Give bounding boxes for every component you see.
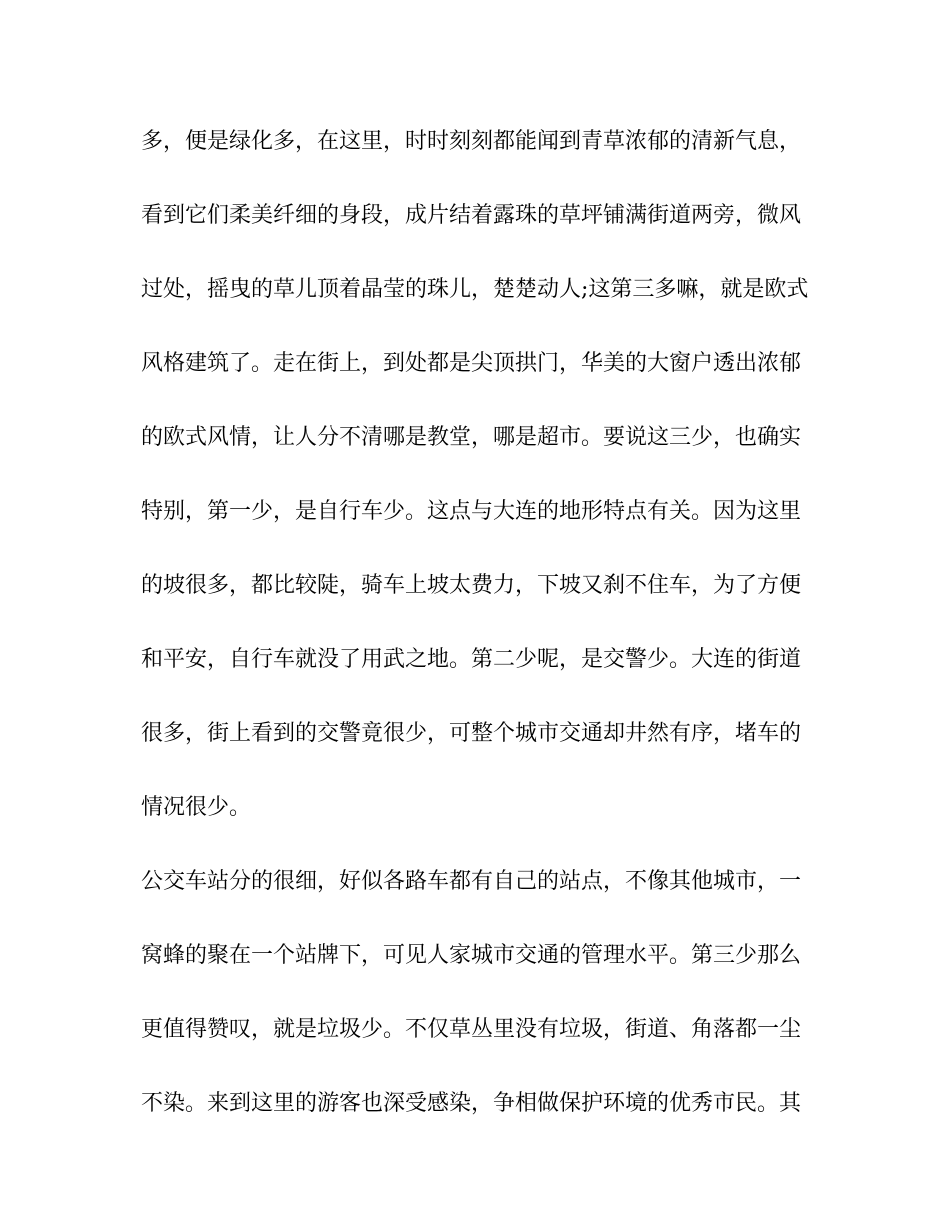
text-line: 的欧式风情，让人分不清哪是教堂，哪是超市。要说这三少，也确实 xyxy=(141,425,802,450)
body-text xyxy=(141,122,809,1158)
text-line: 的坡很多，都比较陡，骑车上坡太费力，下坡又刹不住车，为了方便 xyxy=(141,573,802,598)
text-line: 情况很少。 xyxy=(141,795,252,820)
text-line: 风格建筑了。走在街上，到处都是尖顶拱门，华美的大窗户透出浓郁 xyxy=(141,351,802,376)
text-line: 更值得赞叹，就是垃圾少。不仅草丛里没有垃圾，街道、角落都一尘 xyxy=(141,1017,802,1042)
text-line: 多，便是绿化多，在这里，时时刻刻都能闻到青草浓郁的清新气息， xyxy=(141,129,802,154)
text-line: 特别，第一少，是自行车少。这点与大连的地形特点有关。因为这里 xyxy=(141,499,802,524)
text-line: 公交车站分的很细，好似各路车都有自己的站点，不像其他城市，一 xyxy=(141,869,802,894)
text-line: 看到它们柔美纤细的身段，成片结着露珠的草坪铺满街道两旁，微风 xyxy=(141,203,802,228)
text-line: 和平安，自行车就没了用武之地。第二少呢，是交警少。大连的街道 xyxy=(141,647,802,672)
text-line: 不染。来到这里的游客也深受感染，争相做保护环境的优秀市民。其 xyxy=(141,1091,802,1116)
text-line: 过处，摇曳的草儿顶着晶莹的珠儿，楚楚动人;这第三多嘛，就是欧式 xyxy=(141,277,809,302)
text-line: 窝蜂的聚在一个站牌下，可见人家城市交通的管理水平。第三少那么 xyxy=(141,943,802,968)
text-line: 很多，街上看到的交警竟很少，可整个城市交通却井然有序，堵车的 xyxy=(141,721,802,746)
